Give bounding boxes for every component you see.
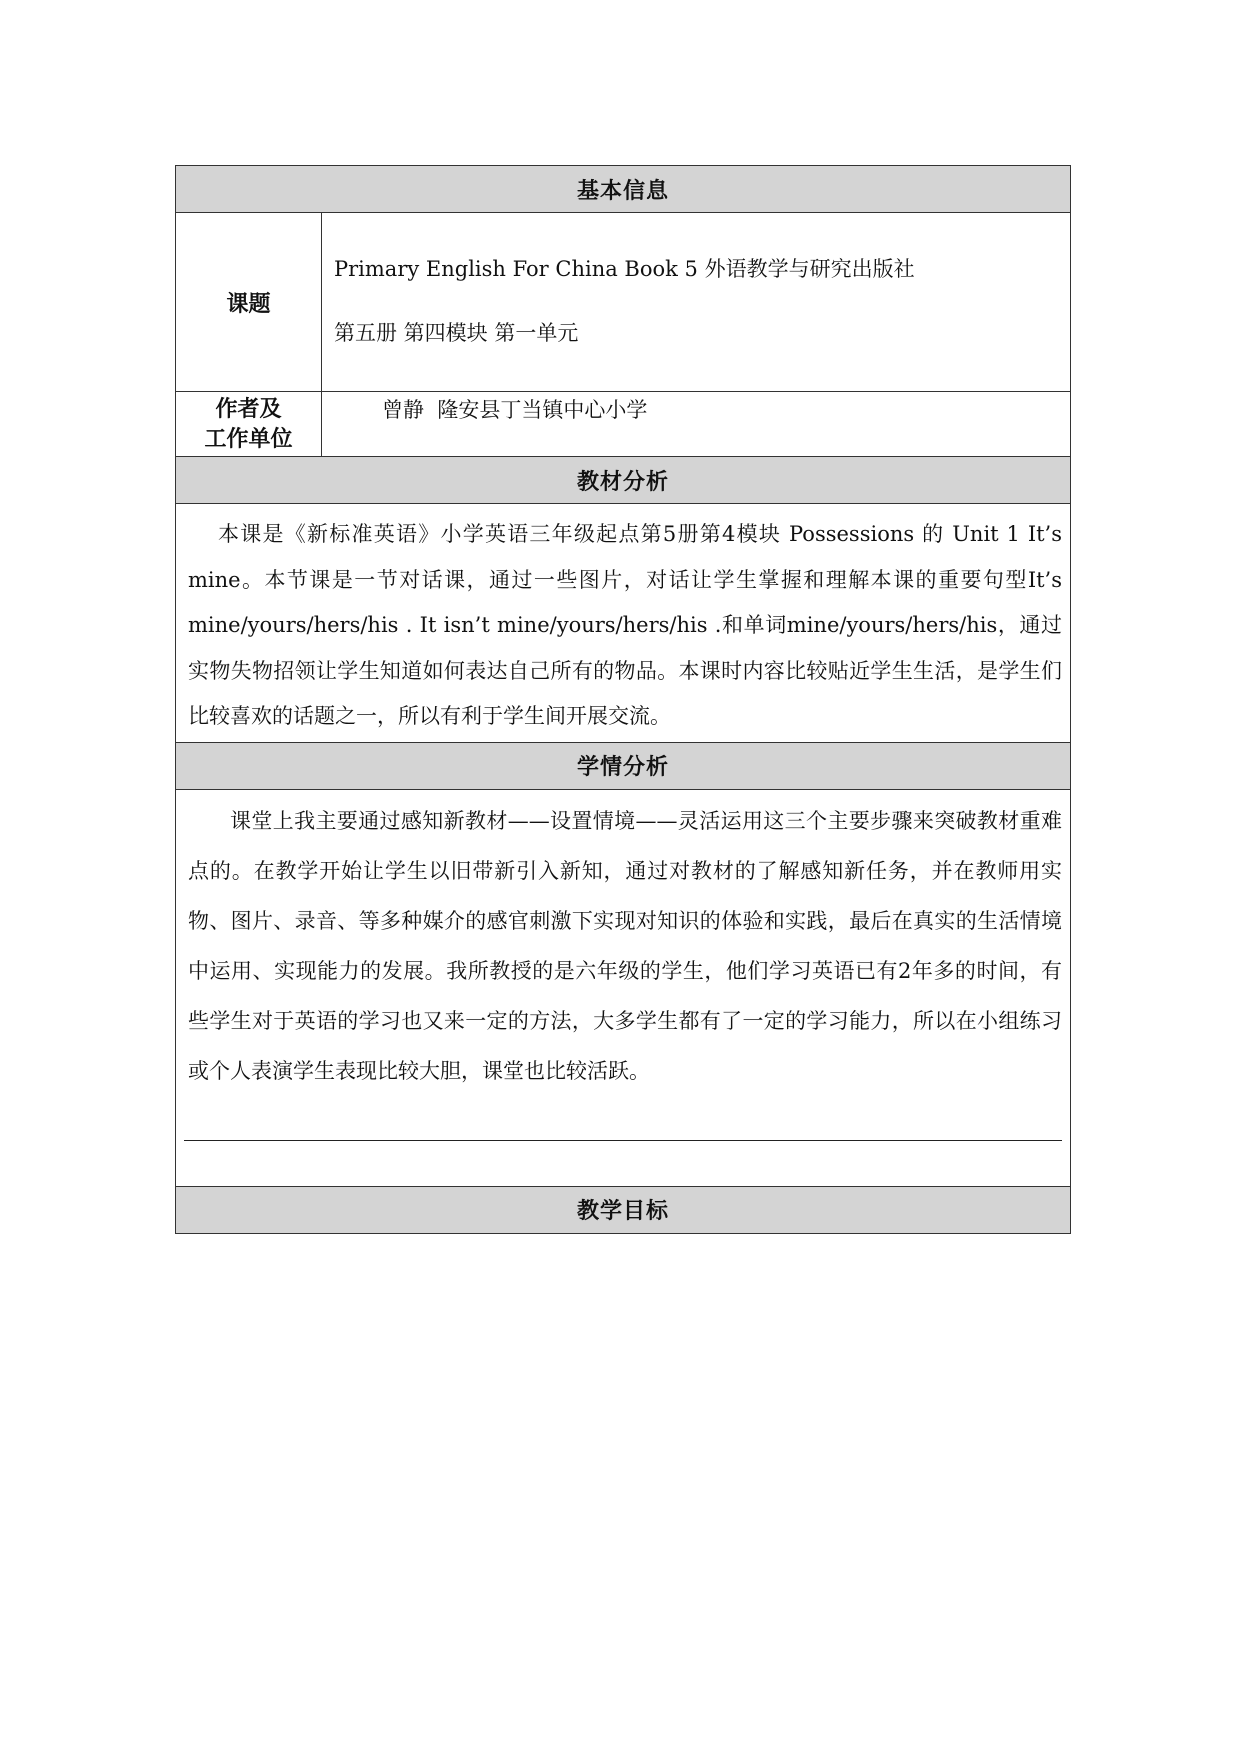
title-row — [176, 213, 1070, 392]
author-value: 曾静 隆安县丁当镇中心小学 — [382, 398, 648, 422]
title-label: 课题 — [176, 213, 322, 391]
learner-analysis-text: 课堂上我主要通过感知新教材——设置情境——灵活运用这三个主要步骤来突破教材重难点的。在教学开始让学生以旧带新引入新知，通过对教材的了解感知新任务，并在教师用实物、图片、录音、等多种媒介的感官刺激下实现对知识的体验和实践，最后在真实的生活情境中运用、实现能力的发展。我所教授的是六年级的学生，他们学习英语已有2年多的时间，有些学生对于英语的学习也又来一定的方法，大多学生都有了一定的学习能力，所以在小组练习或个人表演学生表现比较大胆，课堂也比较活跃。 — [188, 808, 1062, 1083]
title-line-2: 第五册 第四模块 第一单元 — [334, 321, 579, 345]
author-label-line-1: 作者及 — [215, 397, 282, 422]
section-header-teaching-goals: 教学目标 — [176, 1187, 1070, 1233]
lesson-plan-table — [175, 165, 1071, 1234]
learner-analysis-cell — [176, 790, 1070, 1187]
title-value — [322, 213, 1070, 391]
section-header-material-analysis: 教材分析 — [176, 457, 1070, 504]
section-header-learner-analysis: 学情分析 — [176, 743, 1070, 790]
material-analysis-text: 本课是《新标准英语》小学英语三年级起点第5册第4模块 Possessions 的 Unit 1 It’s mine。本节课是一节对话课，通过一些图片，对话让学生掌握和理解本课的重要句型It’s mine/yours/hers/his . It isn’t mine/yours/hers/his .和单词mine/yours/hers/his，通过实物失物招领让学生知道如何表达自己所有的物品。本课时内容比较贴近学生生活，是学生们比较喜欢的话题之一，所以有利于学生间开展交流。 — [176, 504, 1070, 743]
paragraph-underline — [184, 1140, 1062, 1141]
author-label-line-2: 工作单位 — [204, 427, 293, 452]
author-row — [176, 392, 1070, 457]
author-label — [176, 392, 322, 456]
section-header-basic-info: 基本信息 — [176, 166, 1070, 213]
title-line-1: Primary English For China Book 5 外语教学与研究出版社 — [334, 257, 915, 281]
